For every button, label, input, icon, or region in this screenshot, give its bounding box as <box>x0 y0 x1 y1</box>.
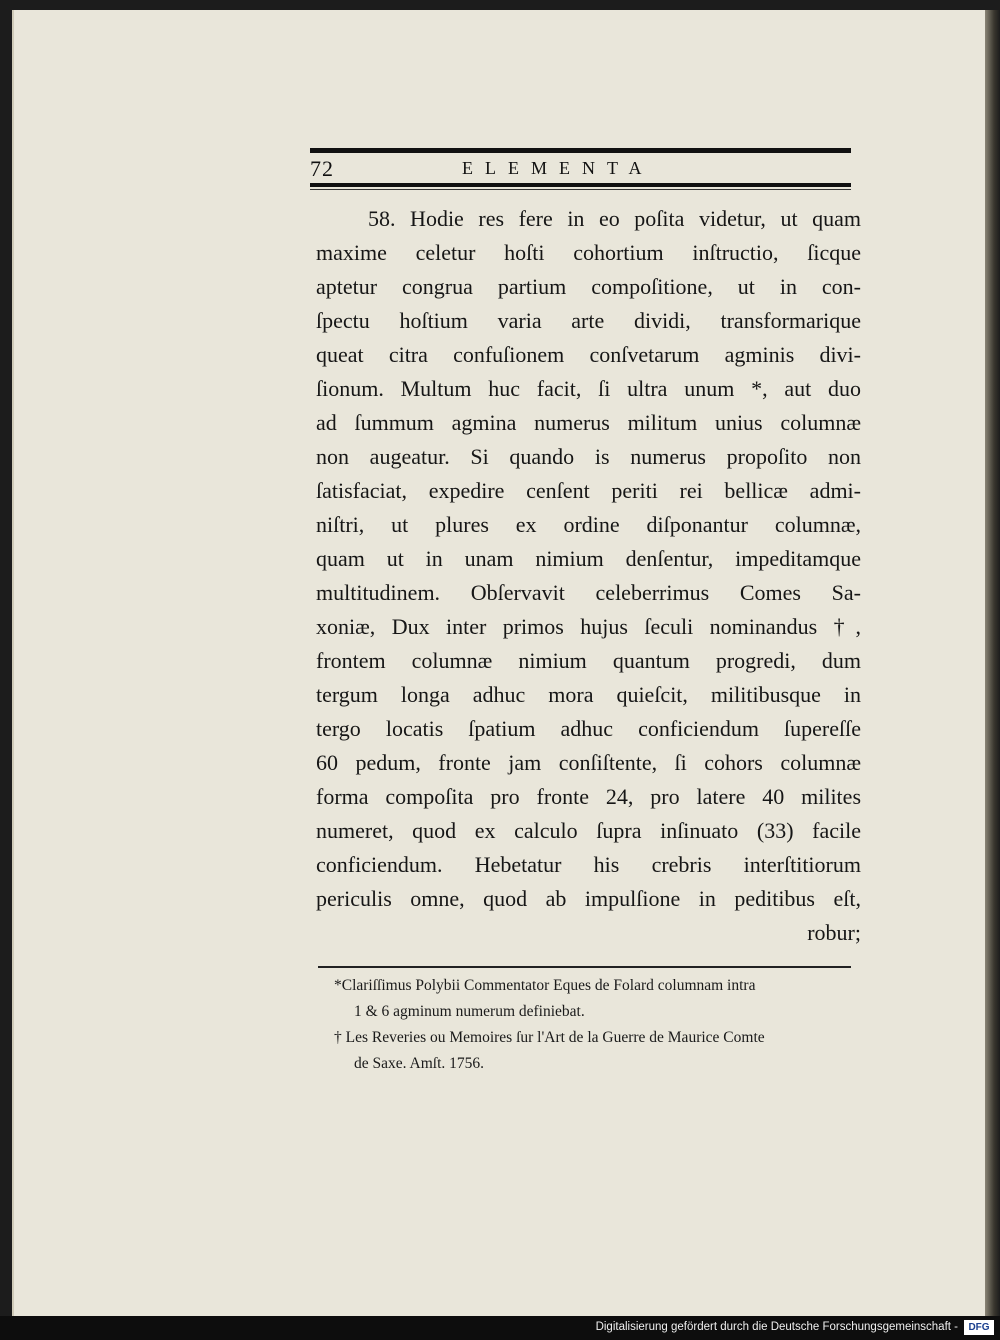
digitization-credit-text: Digitalisierung gefördert durch die Deutsche Forschungsgemeinschaft - <box>595 1321 958 1333</box>
body-line: periculis omne, quod ab impulſione in peditibus eſt, <box>316 886 861 911</box>
dfg-logo: DFG <box>964 1320 994 1335</box>
body-line: 58. Hodie res fere in eo poſita videtur, ut quam <box>368 206 861 231</box>
body-line: aptetur congrua partium compoſitione, ut in con- <box>316 274 861 299</box>
footnote-line: † Les Reveries ou Memoires ſur l'Art de la Guerre de Maurice Comte <box>334 1029 765 1046</box>
body-line: non augeatur. Si quando is numerus propoſito non <box>316 444 861 469</box>
footnote-line: de Saxe. Amſt. 1756. <box>354 1055 485 1072</box>
body-line: ad ſummum agmina numerus militum unius columnæ <box>316 410 861 435</box>
body-line: niſtri, ut plures ex ordine diſponantur columnæ, <box>316 512 861 537</box>
header-top-rule <box>310 148 851 153</box>
body-line: tergo locatis ſpatium adhuc conficiendum ſupereſſe <box>316 716 861 741</box>
footnote-line: *Clariſſimus Polybii Commentator Eques de Folard columnam intra <box>334 977 756 994</box>
body-paragraph <box>316 202 861 950</box>
body-line: ſionum. Multum huc facit, ſi ultra unum *, aut duo <box>316 376 861 401</box>
body-line: tergum longa adhuc mora quieſcit, militibusque in <box>316 682 861 707</box>
body-line: 60 pedum, fronte jam conſiſtente, ſi cohors columnæ <box>316 750 861 775</box>
body-line: xoniæ, Dux inter primos hujus ſeculi nominandus †, <box>316 614 861 639</box>
body-line: forma compoſita pro fronte 24, pro latere 40 milites <box>316 784 861 809</box>
page-number: 72 <box>310 156 334 181</box>
body-line: conficiendum. Hebetatur his crebris interſtitiorum <box>316 852 861 877</box>
digitization-credit-bar <box>0 1316 1000 1340</box>
header-bottom-thin-rule <box>310 189 851 190</box>
body-line: frontem columnæ nimium quantum progredi, dum <box>316 648 861 673</box>
body-line: quam ut in unam nimium denſentur, impeditamque <box>316 546 861 571</box>
footnote-separator-rule <box>318 966 851 968</box>
footnote-line: 1 & 6 agminum numerum definiebat. <box>354 1003 585 1020</box>
body-line: ſpectu hoſtium varia arte dividi, transformarique <box>316 308 861 333</box>
body-line: ſatisfaciat, expedire cenſent periti rei bellicæ admi- <box>316 478 861 503</box>
book-spine-edge <box>985 10 1000 1316</box>
body-line: multitudinem. Obſervavit celeberrimus Comes Sa- <box>316 580 861 605</box>
running-head: ELEMENTA <box>462 158 654 178</box>
body-line: queat citra confuſionem conſvetarum agminis divi- <box>316 342 861 367</box>
body-line: numeret, quod ex calculo ſupra inſinuato (33) facile <box>316 818 861 843</box>
header-bottom-rule <box>310 183 851 187</box>
footnotes <box>334 973 862 1077</box>
catchword-line: robur; <box>807 920 861 945</box>
body-line: maxime celetur hoſti cohortium inſtructio, ſicque <box>316 240 861 265</box>
